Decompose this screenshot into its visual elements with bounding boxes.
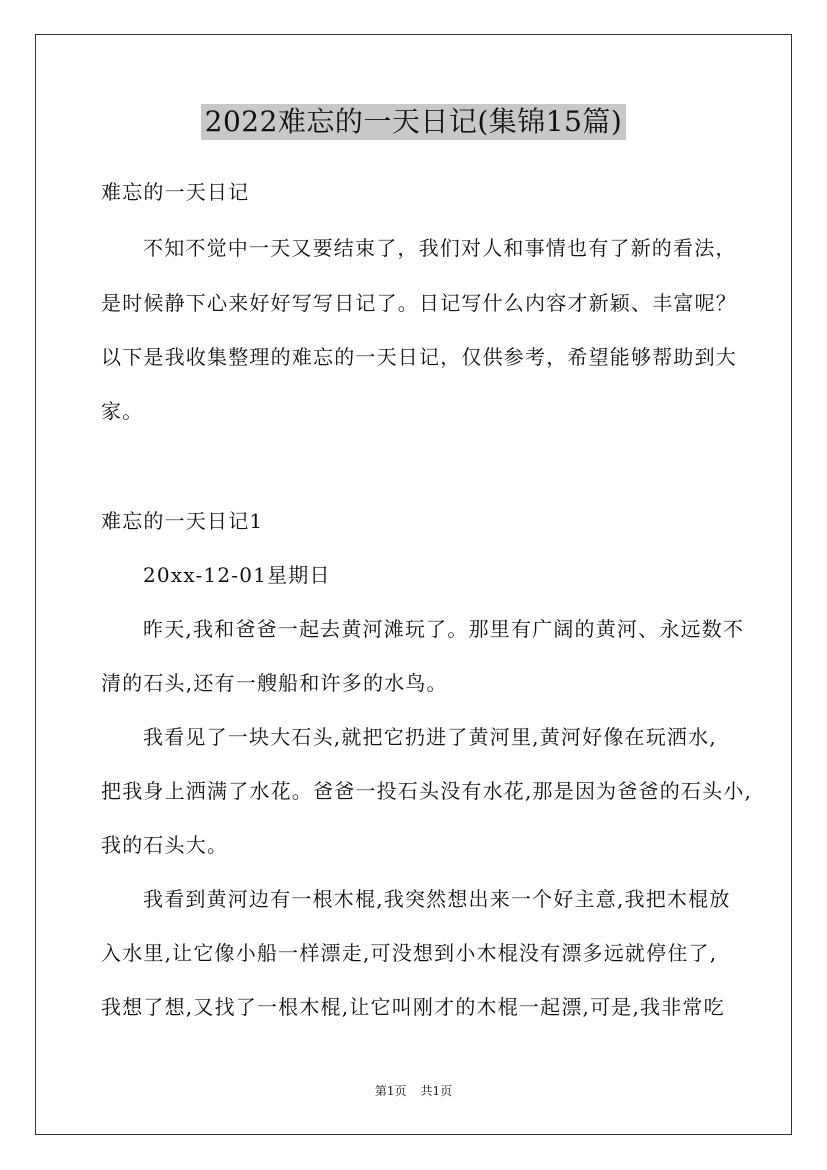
paragraph-line: 以下是我收集整理的难忘的一天日记，仅供参考，希望能够帮助到大	[101, 345, 737, 369]
title-wrapper	[0, 104, 827, 140]
page-footer	[0, 1083, 827, 1099]
paragraph-line: 把我身上洒满了水花。爸爸一投石头没有水花,那是因为爸爸的石头小,	[101, 779, 753, 803]
paragraph-line: 不知不觉中一天又要结束了，我们对人和事情也有了新的看法，	[143, 236, 737, 260]
page-number: 第1页	[374, 1084, 407, 1098]
date-line: 20xx-12-01星期日	[143, 563, 331, 587]
document-title: 2022难忘的一天日记(集锦15篇)	[201, 104, 627, 140]
section-heading: 难忘的一天日记	[101, 180, 250, 204]
paragraph-line: 是时候静下心来好好写写日记了。日记写什么内容才新颖、丰富呢？	[101, 291, 737, 315]
page-total: 共1页	[420, 1084, 453, 1098]
paragraph-line: 我看见了一块大石头,就把它扔进了黄河里,黄河好像在玩洒水,	[143, 725, 717, 749]
paragraph-line: 清的石头,还有一艘船和许多的水鸟。	[101, 671, 448, 695]
section-heading: 难忘的一天日记1	[101, 509, 264, 533]
paragraph-line: 入水里,让它像小船一样漂走,可没想到小木棍没有漂多远就停住了,	[101, 941, 718, 965]
paragraph-line: 我看到黄河边有一根木棍,我突然想出来一个好主意,我把木棍放	[143, 887, 731, 911]
paragraph-line: 家。	[101, 399, 144, 423]
paragraph-line: 我想了想,又找了一根木棍,让它叫刚才的木棍一起漂,可是,我非常吃	[101, 995, 725, 1019]
paragraph-line: 我的石头大。	[101, 833, 229, 857]
paragraph-line: 昨天,我和爸爸一起去黄河滩玩了。那里有广阔的黄河、永远数不	[143, 617, 745, 641]
